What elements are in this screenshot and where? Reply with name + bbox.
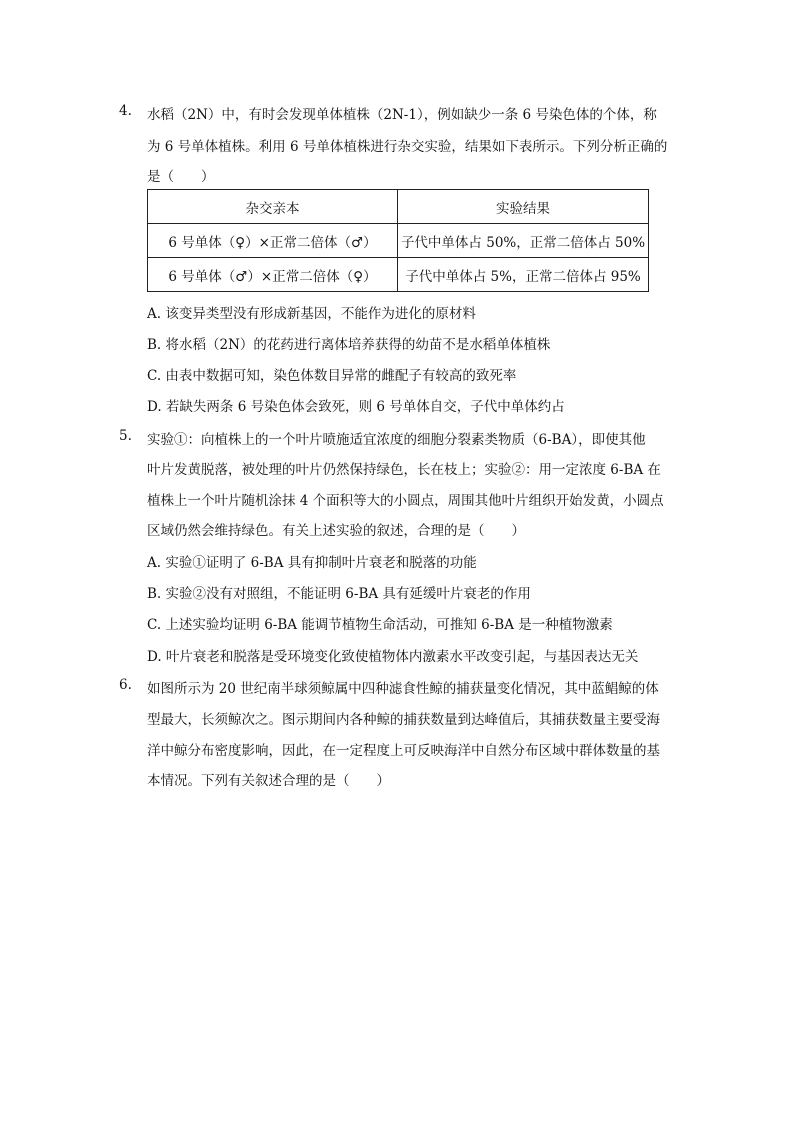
option-d[interactable]: D. 叶片衰老和脱落是受环境变化致使植物体内激素水平改变引起，与基因表达无关 [147,649,639,665]
question-number: 5. [119,428,132,444]
question-text-line: 区域仍然会维持绿色。有关上述实验的叙述，合理的是（ ） [147,523,525,539]
table-row [148,258,649,292]
question-text-line: 实验①：向植株上的一个叶片喷施适宜浓度的细胞分裂素类物质（6-BA），即使其他 [147,432,646,448]
question-text-line: 洋中鲸分布密度影响，因此，在一定程度上可反映海洋中自然分布区域中群体数量的基 [147,743,660,759]
option-b[interactable]: B. 将水稻（2N）的花药进行离体培养获得的幼苗不是水稻单体植株 [147,337,551,353]
question-text-line: 本情况。下列有关叙述合理的是（ ） [147,773,390,789]
table-row [148,224,649,258]
table-cell: 子代中单体占 5%，正常二倍体占 95% [398,258,649,292]
cross-results-table [147,189,649,292]
table-cell: 子代中单体占 50%，正常二倍体占 50% [398,224,649,258]
question-number: 4. [119,103,132,119]
option-a[interactable]: A. 实验①证明了 6-BA 具有抑制叶片衰老和脱落的功能 [147,555,477,571]
question-number: 6. [119,677,132,693]
table-header-cell: 杂交亲本 [148,190,398,224]
option-c[interactable]: C. 上述实验均证明 6-BA 能调节植物生命活动，可推知 6-BA 是一种植物激素 [147,617,613,633]
question-text-line: 如图所示为 20 世纪南半球须鲸属中四种滤食性鲸的捕获量变化情况，其中蓝鲳鲸的体 [147,681,659,697]
question-text-line: 水稻（2N）中，有时会发现单体植株（2N-1），例如缺少一条 6 号染色体的个体，称 [147,107,657,123]
option-c[interactable]: C. 由表中数据可知，染色体数目异常的雌配子有较高的致死率 [147,368,517,384]
option-d[interactable]: D. 若缺失两条 6 号染色体会致死，则 6 号单体自交，子代中单体约占 [147,399,565,415]
table-header-cell: 实验结果 [398,190,649,224]
question-text-line: 型最大，长须鲸次之。图示期间内各种鲸的捕获数量到达峰值后，其捕获数量主要受海 [147,712,660,728]
question-text-line: 为 6 号单体植株。利用 6 号单体植株进行杂交实验，结果如下表所示。下列分析正确的 [147,139,668,155]
question-text-line: 植株上一个叶片随机涂抹 4 个面积等大的小圆点，周围其他叶片组织开始发黄，小圆点 [147,493,664,509]
table-cell: 6 号单体（♂）×正常二倍体（♀） [148,258,398,292]
table-cell: 6 号单体（♀）×正常二倍体（♂） [148,224,398,258]
question-text-line: 叶片发黄脱落，被处理的叶片仍然保持绿色，长在枝上；实验②：用一定浓度 6-BA 在 [147,462,661,478]
table-header-row [148,190,649,224]
question-text-line: 是（ ） [147,169,215,185]
option-b[interactable]: B. 实验②没有对照组，不能证明 6-BA 具有延缓叶片衰老的作用 [147,586,531,602]
option-a[interactable]: A. 该变异类型没有形成新基因，不能作为进化的原材料 [147,306,476,322]
